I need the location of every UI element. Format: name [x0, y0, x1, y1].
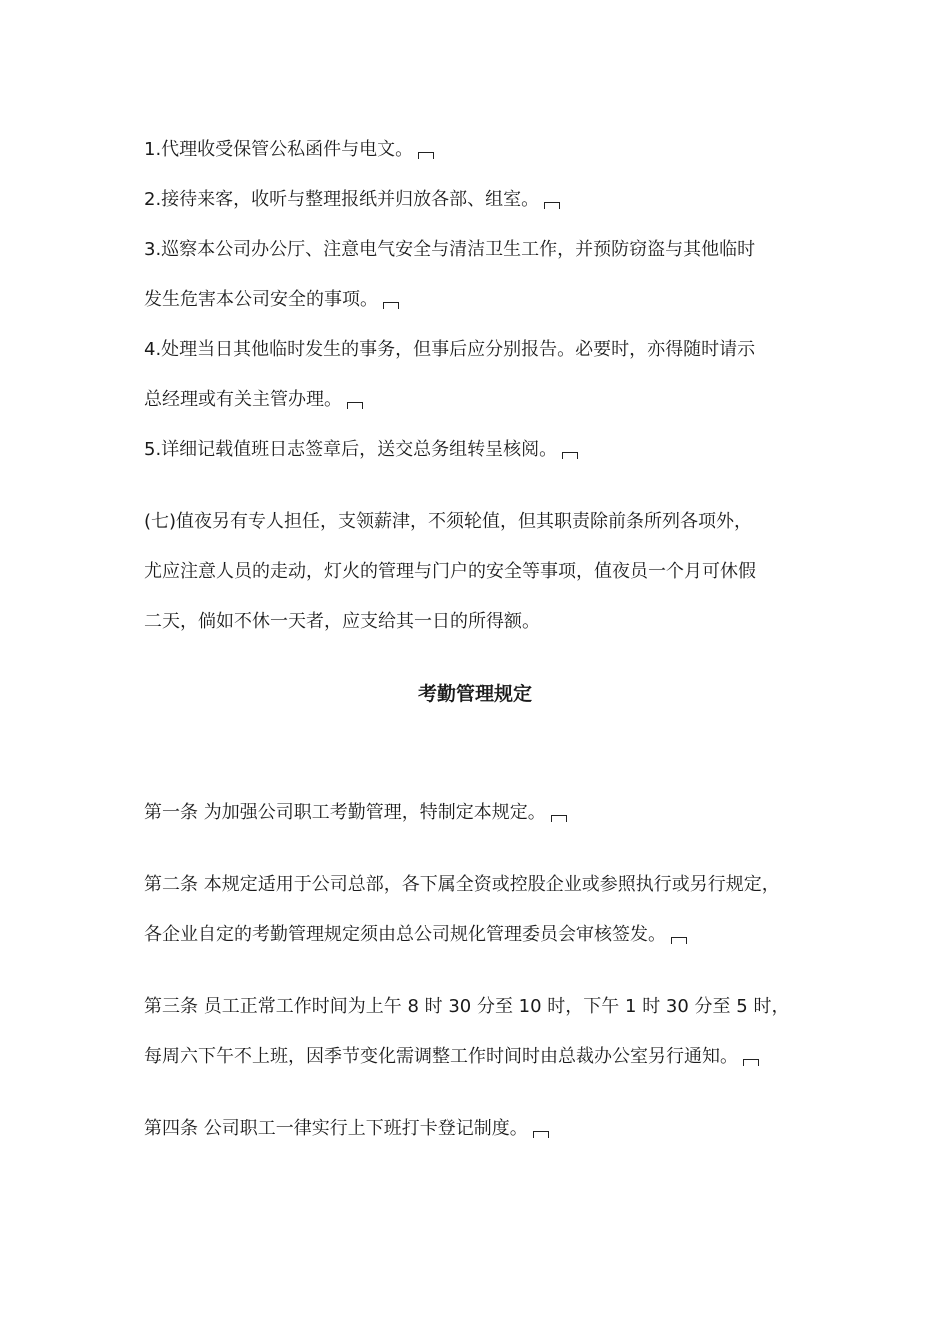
night-watch-line-2: 尤应注意人员的走动，灯火的管理与门户的安全等事项，值夜员一个月可休假 — [144, 561, 756, 582]
article-3-line-2: 每周六下午不上班，因季节变化需调整工作时间时由总裁办公室另行通知。 — [144, 1045, 759, 1069]
paragraph-mark-icon — [347, 402, 363, 409]
night-watch-line-1: (七)值夜另有专人担任，支领薪津，不须轮值，但其职责除前条所列各项外， — [144, 511, 753, 532]
paragraph-mark-icon — [533, 1131, 549, 1138]
paragraph-mark-icon — [671, 937, 687, 944]
paragraph-mark-icon — [383, 302, 399, 309]
paragraph-mark-icon — [418, 152, 434, 159]
duty-item-4-line-2: 总经理或有关主管办理。 — [144, 388, 363, 412]
duty-item-5: 5.详细记载值班日志签章后，送交总务组转呈核阅。 — [144, 438, 578, 462]
duty-item-2: 2.接待来客，收听与整理报纸并归放各部、组室。 — [144, 188, 560, 212]
paragraph-mark-icon — [743, 1059, 759, 1066]
article-3-line-1: 第三条 员工正常工作时间为上午 8 时 30 分至 10 时，下午 1 时 30 分至 5 时， — [144, 996, 790, 1017]
duty-item-4-line-1: 4.处理当日其他临时发生的事务，但事后应分别报告。必要时，亦得随时请示 — [144, 339, 756, 360]
night-watch-line-3: 二天，倘如不休一天者，应支给其一日的所得额。 — [144, 611, 540, 632]
paragraph-mark-icon — [562, 452, 578, 459]
paragraph-mark-icon — [544, 202, 560, 209]
duty-item-3-line-2: 发生危害本公司安全的事项。 — [144, 288, 399, 312]
duty-item-3-line-1: 3.巡察本公司办公厅、注意电气安全与清洁卫生工作，并预防窃盗与其他临时 — [144, 239, 756, 260]
article-2-line-2: 各企业自定的考勤管理规定须由总公司规化管理委员会审核签发。 — [144, 923, 687, 947]
duty-item-1: 1.代理收受保管公私函件与电文。 — [144, 138, 434, 162]
article-1: 第一条 为加强公司职工考勤管理，特制定本规定。 — [144, 801, 567, 825]
article-2-line-1: 第二条 本规定适用于公司总部，各下属全资或控股企业或参照执行或另行规定， — [144, 874, 780, 895]
paragraph-mark-icon — [551, 815, 567, 822]
section-title: 考勤管理规定 — [417, 683, 532, 705]
article-4: 第四条 公司职工一律实行上下班打卡登记制度。 — [144, 1117, 549, 1141]
